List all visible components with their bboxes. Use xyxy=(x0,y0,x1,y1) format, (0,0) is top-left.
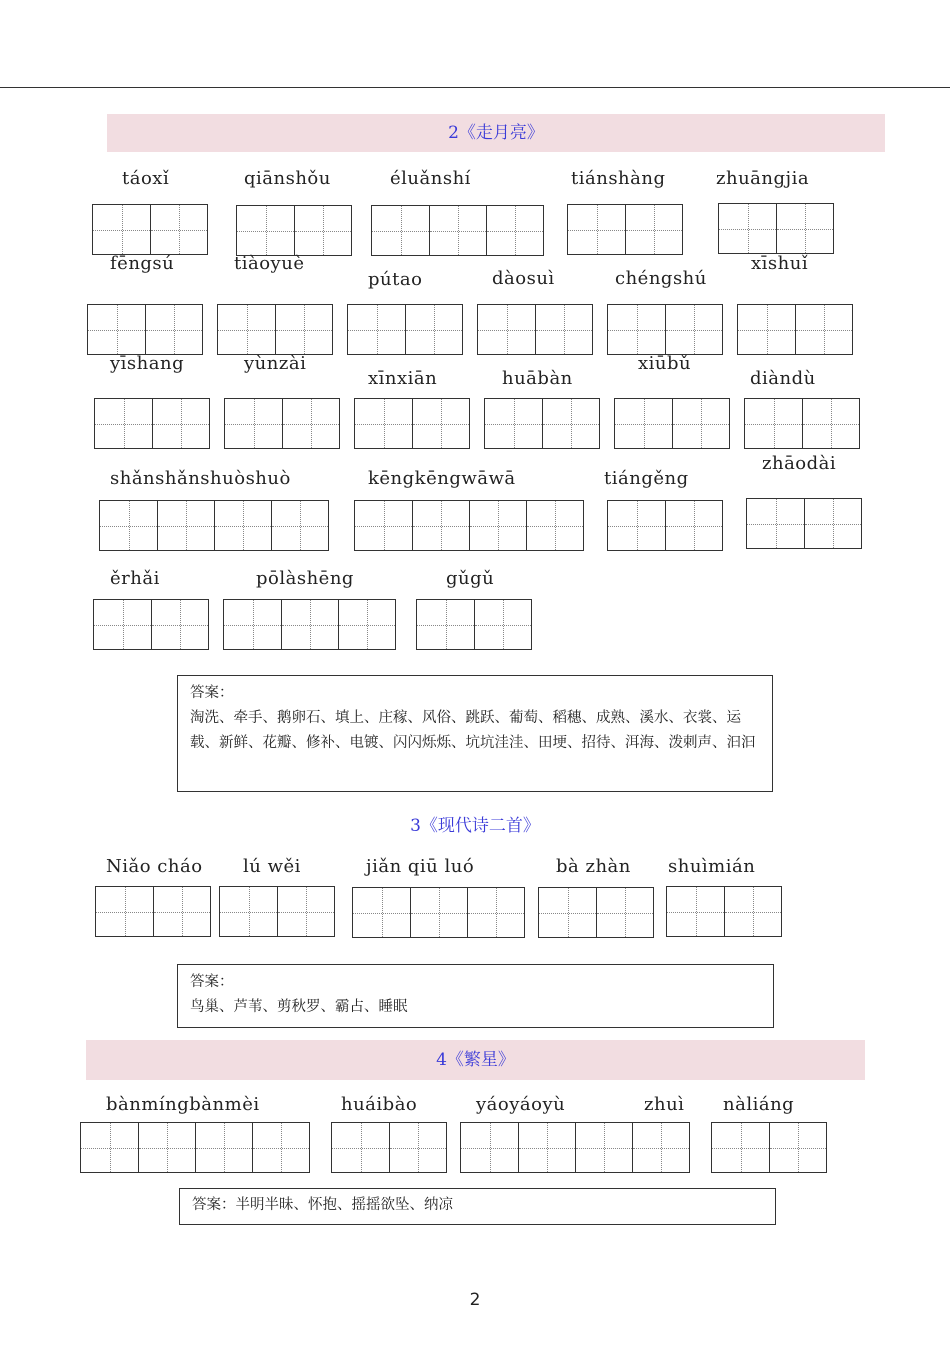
answer-box xyxy=(177,964,774,1028)
pinyin-label: fēngsú xyxy=(110,253,175,274)
section-title-zouyueliang: 2《走月亮》 xyxy=(107,114,885,152)
pinyin-label: Niǎo cháo xyxy=(106,856,203,877)
answer-label: 答案： xyxy=(190,685,234,701)
answer-box xyxy=(177,675,773,792)
writing-grid[interactable] xyxy=(80,1122,310,1173)
pinyin-label: xiūbǔ xyxy=(638,353,692,374)
writing-grid[interactable] xyxy=(416,599,532,650)
writing-grid[interactable] xyxy=(94,398,210,449)
writing-grid[interactable] xyxy=(92,204,208,255)
writing-grid[interactable] xyxy=(614,398,730,449)
writing-grid[interactable] xyxy=(217,304,333,355)
pinyin-label: huābàn xyxy=(502,368,573,389)
writing-grid[interactable] xyxy=(223,599,396,650)
pinyin-label: dàosuì xyxy=(492,268,555,289)
writing-grid[interactable] xyxy=(93,599,209,650)
pinyin-label: huáibào xyxy=(341,1094,418,1115)
writing-grid[interactable] xyxy=(224,398,340,449)
writing-grid[interactable] xyxy=(99,500,329,551)
writing-grid[interactable] xyxy=(744,398,860,449)
writing-grid[interactable] xyxy=(607,500,723,551)
pinyin-label: xīnxiān xyxy=(368,368,438,389)
answer-box xyxy=(179,1188,776,1225)
pinyin-label: qiānshǒu xyxy=(244,168,331,189)
pinyin-label: xīshuǐ xyxy=(751,253,809,274)
section-title-xiandaishi: 3《现代诗二首》 xyxy=(410,816,540,836)
pinyin-label: yùnzài xyxy=(244,353,307,374)
pinyin-label: jiǎn qiū luó xyxy=(366,856,475,877)
writing-grid[interactable] xyxy=(347,304,463,355)
pinyin-label: yīshang xyxy=(110,353,185,374)
writing-grid[interactable] xyxy=(87,304,203,355)
writing-grid[interactable] xyxy=(607,304,723,355)
writing-grid[interactable] xyxy=(538,887,654,938)
writing-grid[interactable] xyxy=(352,887,525,938)
pinyin-label: nàliáng xyxy=(723,1094,795,1115)
pinyin-label: éluǎnshí xyxy=(390,168,471,189)
pinyin-label: shuìmián xyxy=(668,856,756,877)
pinyin-label: pútao xyxy=(368,269,423,290)
pinyin-label: diàndù xyxy=(750,368,816,389)
writing-grid[interactable] xyxy=(567,204,683,255)
pinyin-label: zhuāngjia xyxy=(716,168,810,189)
writing-grid[interactable] xyxy=(354,500,584,551)
pinyin-label: táoxǐ xyxy=(122,168,170,189)
writing-grid[interactable] xyxy=(711,1122,827,1173)
writing-grid[interactable] xyxy=(484,398,600,449)
writing-grid[interactable] xyxy=(219,886,335,937)
answer-text: 答案：半明半昧、怀抱、摇摇欲坠、纳凉 xyxy=(192,1197,453,1213)
answer-label: 答案： xyxy=(190,974,234,990)
writing-grid[interactable] xyxy=(477,304,593,355)
pinyin-label: lú wěi xyxy=(243,856,301,877)
writing-grid[interactable] xyxy=(331,1122,447,1173)
pinyin-label: ěrhǎi xyxy=(110,568,160,589)
writing-grid[interactable] xyxy=(236,205,352,256)
pinyin-label: bà zhàn xyxy=(556,856,631,877)
answer-text: 鸟巢、芦苇、剪秋罗、霸占、睡眠 xyxy=(190,999,408,1015)
writing-grid[interactable] xyxy=(746,498,862,549)
page-number: 2 xyxy=(469,1290,481,1310)
writing-grid[interactable] xyxy=(460,1122,690,1173)
section-title-fanxing: 4《繁星》 xyxy=(86,1040,865,1080)
pinyin-label: chéngshú xyxy=(615,268,707,289)
writing-grid[interactable] xyxy=(95,886,211,937)
pinyin-label: gǔgǔ xyxy=(446,568,495,589)
pinyin-label: zhāodài xyxy=(762,453,837,474)
writing-grid[interactable] xyxy=(354,398,470,449)
pinyin-label: bànmíngbànmèi xyxy=(106,1094,260,1115)
header-rule xyxy=(0,87,950,88)
writing-grid[interactable] xyxy=(737,304,853,355)
pinyin-label: tiángěng xyxy=(604,468,689,489)
writing-grid[interactable] xyxy=(666,886,782,937)
pinyin-label: yáoyáoyù xyxy=(476,1094,566,1115)
pinyin-label: pōlàshēng xyxy=(256,568,354,589)
pinyin-label: tiánshàng xyxy=(571,168,666,189)
pinyin-label: shǎnshǎnshuòshuò xyxy=(110,468,291,489)
writing-grid[interactable] xyxy=(371,205,544,256)
writing-grid[interactable] xyxy=(718,203,834,254)
pinyin-label: zhuì xyxy=(644,1094,685,1115)
pinyin-label: kēngkēngwāwā xyxy=(368,468,516,489)
pinyin-label: tiàoyuè xyxy=(234,253,305,274)
answer-text: 淘洗、牵手、鹅卵石、填上、庄稼、风俗、跳跃、葡萄、稻穗、成熟、溪水、衣裳、运载、新鲜、花瓣、修补、电镀、闪闪烁烁、坑坑洼洼、田埂、招待、洱海、泼刺声、汩汩 xyxy=(190,710,756,751)
